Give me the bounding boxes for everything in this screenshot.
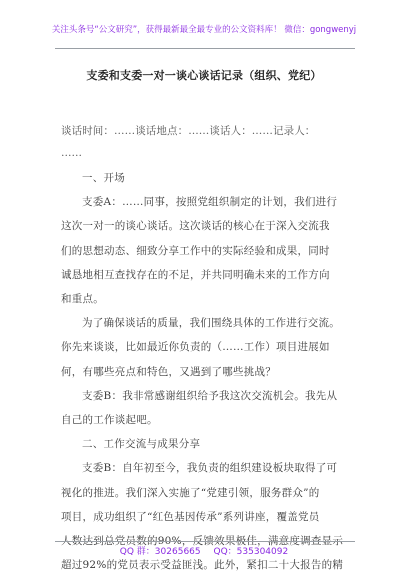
header-note: 关注头条号“公文研究”，获得最新最全最专业的公文资料库！ 微信：gongwenyj (51, 25, 357, 35)
body-line: 你先来谈谈，比如最近你负责的（……工作）项目进展如 (61, 341, 330, 354)
body-line: 这次一对一的谈心谈话。这次谈话的核心在于深入交流我 (61, 220, 330, 233)
meta-line-2: …… (61, 147, 82, 159)
body-line: 支委A：……同事，按照党组织制定的计划，我们进行 (82, 196, 338, 209)
body-line: 为了确保谈话的质量，我们围绕具体的工作进行交流。 (82, 317, 340, 330)
body-line: 超过92%的党员表示受益匪浅。此外，紧扣二十大报告的精 (61, 559, 344, 572)
page-title: 支委和支委一对一谈心谈话记录（组织、党纪） (86, 69, 322, 82)
body-line: 人数达到总党员数的90%，反馈效果极佳，满意度调查显示 (61, 535, 344, 547)
body-line: 一、开场 (82, 172, 125, 184)
body-line: 们的思想动态、细致分享工作中的实际经验和成果，同时 (61, 244, 330, 257)
body-line: 和重点。 (61, 293, 104, 305)
body-line: 诚恳地相互查找存在的不足，并共同明确未来的工作方向 (61, 268, 330, 281)
footer-divider (55, 541, 355, 542)
footer-qq-group: QQ 群：30265665 (119, 547, 201, 557)
footer-qq: QQ：535304092 (213, 547, 289, 557)
body-line: 支委B：自年初至今，我负责的组织建设板块取得了可 (82, 462, 338, 475)
body-line: 二、工作交流与成果分享 (82, 438, 201, 451)
footer (0, 544, 408, 557)
meta-line-1: 谈话时间：……谈话地点：……谈话人：……记录人： (61, 125, 316, 137)
body-line: 何，有哪些亮点和特色，又遇到了哪些挑战？ (61, 365, 276, 378)
header-divider (55, 48, 355, 49)
body-line: 支委B：我非常感谢组织给予我这次交流机会。我先从 (82, 389, 338, 402)
body-line: 视化的推进。我们深入实施了“党建引领，服务群众”的 (61, 486, 320, 499)
body-line: 项目，成功组织了“红色基因传承”系列讲座，覆盖党员 (61, 510, 320, 523)
body-line: 自己的工作谈起吧。 (61, 414, 158, 426)
